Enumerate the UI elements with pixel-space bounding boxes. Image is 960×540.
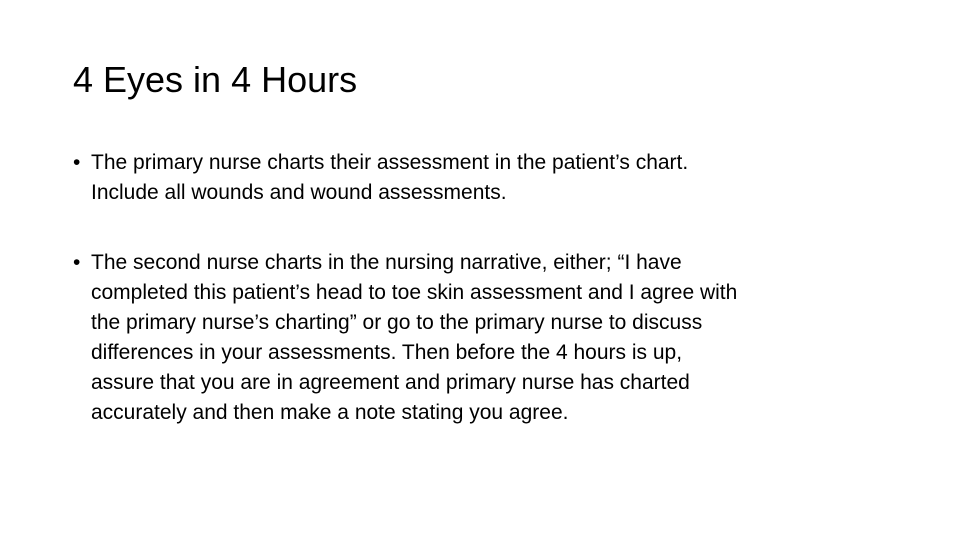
bullet-text-line: completed this patient’s head to toe skin assessment and I agree with xyxy=(91,281,738,304)
bullet-text-line: The primary nurse charts their assessment in the patient’s chart. xyxy=(91,151,689,174)
bullet-text-line: accurately and then make a note stating you agree. xyxy=(91,401,569,424)
bullet-list xyxy=(73,148,903,468)
bullet-marker: • xyxy=(73,151,81,174)
bullet-text-line: The second nurse charts in the nursing narrative, either; “I have xyxy=(91,251,682,274)
bullet-text-line: Include all wounds and wound assessments. xyxy=(91,181,507,204)
bullet-item xyxy=(73,148,903,208)
bullet-marker: • xyxy=(73,251,81,274)
bullet-text-line: differences in your assessments. Then before the 4 hours is up, xyxy=(91,341,683,364)
bullet-item xyxy=(73,248,903,428)
slide-title: 4 Eyes in 4 Hours xyxy=(73,59,358,100)
bullet-text-line: assure that you are in agreement and primary nurse has charted xyxy=(91,371,690,394)
bullet-text-line: the primary nurse’s charting” or go to the primary nurse to discuss xyxy=(91,311,703,334)
